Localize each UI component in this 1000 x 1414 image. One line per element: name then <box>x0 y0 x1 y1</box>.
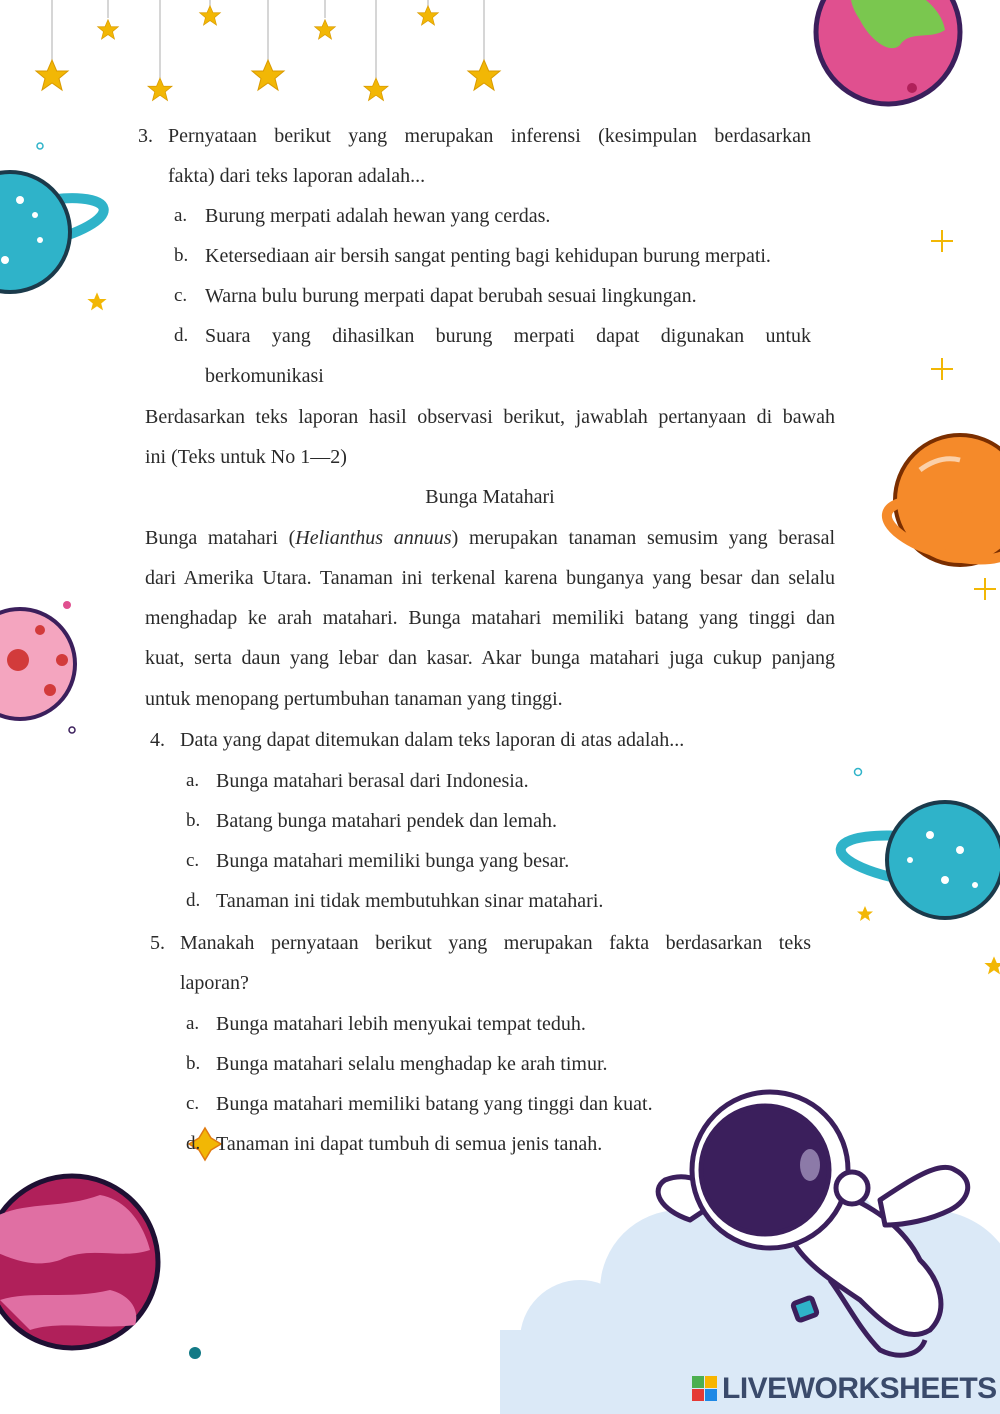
option-letter: b. <box>186 810 201 831</box>
star-icon <box>87 292 106 310</box>
option-letter: c. <box>186 1093 200 1114</box>
option-text: Bunga matahari selalu menghadap ke arah timur. <box>216 1053 608 1075</box>
option-letter: c. <box>174 285 188 306</box>
option-text-continued: berkomunikasi <box>205 365 324 387</box>
teal-ringed-planet-illustration <box>0 143 108 292</box>
star-icon <box>418 6 439 26</box>
option-text: Bunga matahari lebih menyukai tempat teduh. <box>216 1013 586 1035</box>
question-4-text: Data yang dapat ditemukan dalam teks laporan di atas adalah... <box>180 729 685 751</box>
instruction-line1: Berdasarkan teks laporan hasil observasi berikut, jawablah pertanyaan di bawah <box>145 406 835 428</box>
option-text: Suara yang dihasilkan burung merpati dapat digunakan untuk <box>205 325 811 347</box>
star-icon <box>252 60 284 90</box>
option-text: Bunga matahari berasal dari Indonesia. <box>216 770 529 792</box>
scientific-name: Helianthus annuus <box>295 527 452 549</box>
instruction-line2: ini (Teks untuk No 1—2) <box>145 446 347 468</box>
option-text: Batang bunga matahari pendek dan lemah. <box>216 810 557 832</box>
option-letter: d. <box>186 890 201 911</box>
option-letter: d. <box>186 1133 201 1154</box>
question-4-number: 4. <box>150 729 165 751</box>
liveworksheets-logo-icon <box>692 1376 718 1402</box>
star-icon <box>148 78 172 101</box>
star-icon <box>200 6 221 26</box>
option-text: Ketersediaan air bersih sangat penting bagi kehidupan burung merpati. <box>205 245 771 267</box>
pink-dotted-planet-illustration <box>0 601 75 733</box>
option-text: Tanaman ini tidak membutuhkan sinar matahari. <box>216 890 604 912</box>
star-icon <box>36 60 68 90</box>
option-letter: a. <box>186 1013 200 1034</box>
star-icon <box>364 78 388 101</box>
option-text: Bunga matahari memiliki batang yang tinggi dan kuat. <box>216 1093 653 1115</box>
option-text: Tanaman ini dapat tumbuh di semua jenis tanah. <box>216 1133 603 1155</box>
question-3-number: 3. <box>138 125 153 147</box>
option-text: Burung merpati adalah hewan yang cerdas. <box>205 205 551 227</box>
star-icon <box>857 906 873 921</box>
teal-ringed-planet-right-illustration <box>838 769 1000 919</box>
option-letter: b. <box>186 1053 201 1074</box>
passage-line5: untuk menopang pertumbuhan tanaman yang tinggi. <box>145 688 563 710</box>
option-letter: a. <box>174 205 188 226</box>
star-icon <box>315 20 336 40</box>
passage-text: ) merupakan tanaman semusim yang berasal <box>451 527 836 549</box>
star-icon <box>984 956 1000 974</box>
option-letter: b. <box>174 245 189 266</box>
passage-line1 <box>145 518 835 558</box>
question-3-text-line1: Pernyataan berikut yang merupakan inferensi (kesimpulan berdasarkan <box>168 125 811 147</box>
pink-green-planet-illustration <box>816 0 960 104</box>
question-5-text-line2: laporan? <box>180 972 249 994</box>
passage-line2: dari Amerika Utara. Tanaman ini terkenal karena bunganya yang besar dan selalu <box>145 567 835 589</box>
option-text: Bunga matahari memiliki bunga yang besar. <box>216 850 570 872</box>
question-5-number: 5. <box>150 932 165 954</box>
question-3-text-line2: fakta) dari teks laporan adalah... <box>168 165 426 187</box>
passage-line3: menghadap ke arah matahari. Bunga matahari memiliki batang yang tinggi dan <box>145 607 835 629</box>
star-icon <box>468 60 500 90</box>
passage-title: Bunga Matahari <box>425 486 555 508</box>
option-letter: a. <box>186 770 200 791</box>
passage-text: Bunga matahari ( <box>145 527 296 549</box>
star-icon <box>98 20 119 40</box>
option-letter: c. <box>186 850 200 871</box>
brand-name: LIVEWORKSHEETS <box>722 1372 997 1405</box>
question-5-text-line1: Manakah pernyataan berikut yang merupakan fakta berdasarkan teks <box>180 932 811 954</box>
option-letter: d. <box>174 325 189 346</box>
passage-line4: kuat, serta daun yang lebar dan kasar. Akar bunga matahari juga cukup panjang <box>145 647 835 669</box>
orange-ringed-planet-illustration <box>881 435 1000 571</box>
liveworksheets-branding[interactable] <box>692 1372 997 1406</box>
magenta-planet-illustration <box>0 1176 201 1359</box>
option-text: Warna bulu burung merpati dapat berubah sesuai lingkungan. <box>205 285 697 307</box>
